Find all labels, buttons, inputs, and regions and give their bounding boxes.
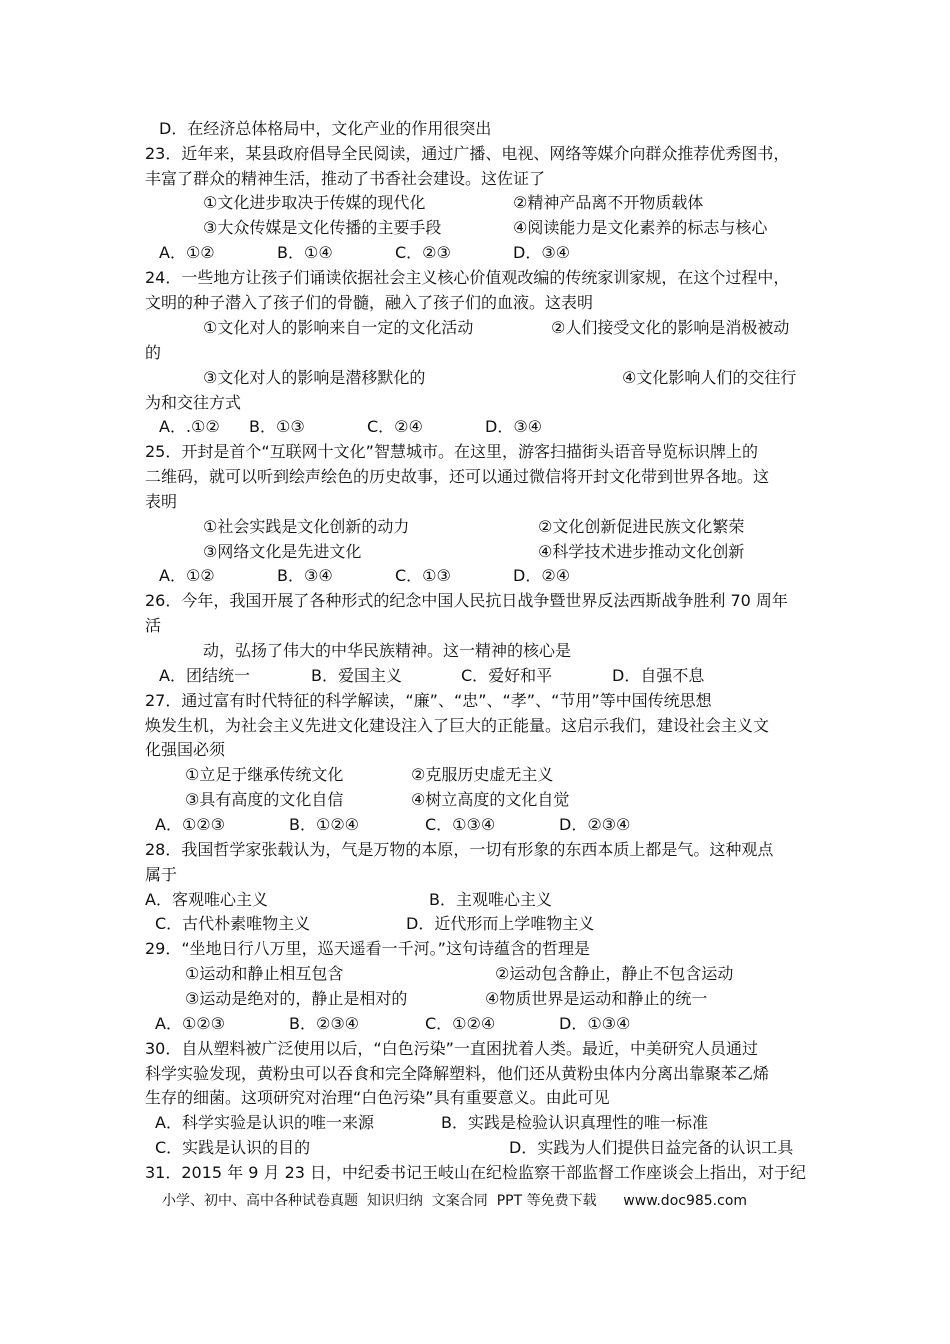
question-27: 27．通过富有时代特征的科学解读，“廉”、“忠”、“孝”、“节用”等中国传统思想: [145, 691, 712, 710]
question-text: 活: [145, 616, 162, 635]
answer-option: C．①③④: [425, 815, 496, 834]
statement: ①文化进步取决于传媒的现代化: [203, 193, 426, 212]
answer-option: D．③④: [485, 417, 543, 436]
answer-option: C．实践是认识的目的: [155, 1138, 311, 1157]
question-text: 化强国必须: [145, 740, 226, 759]
question-28: 28．我国哲学家张载认为，气是万物的本原，一切有形象的东西本质上都是气。这种观点: [145, 840, 774, 859]
answer-option: B．②③④: [289, 1014, 360, 1033]
answer-option: A．①②③: [155, 815, 225, 834]
answer-option: C．①②④: [425, 1014, 496, 1033]
answer-option: B．爱国主义: [311, 666, 402, 685]
statement: ④树立高度的文化自觉: [411, 790, 570, 809]
question-30: 30．自从塑料被广泛使用以后，“白色污染”一直困扰着人类。最近，中美研究人员通过: [145, 1039, 758, 1058]
statement: ③具有高度的文化自信: [185, 790, 344, 809]
question-text: 焕发生机，为社会主义先进文化建设注入了巨大的正能量。这启示我们，建设社会主义文: [145, 716, 770, 735]
question-text: 表明: [145, 492, 178, 511]
statement: ②文化创新促进民族文化繁荣: [538, 517, 745, 536]
answer-option: A．团结统一: [159, 666, 250, 685]
statement: ①立足于继承传统文化: [185, 765, 344, 784]
statement: ①文化对人的影响来自一定的文化活动: [203, 318, 474, 337]
answer-option: D．②④: [513, 566, 571, 585]
answer-option: A．①②③: [155, 1014, 225, 1033]
statement: ①社会实践是文化创新的动力: [203, 517, 410, 536]
answer-option: A．①②: [159, 566, 215, 585]
question-23: 23．近年来，某县政府倡导全民阅读，通过广播、电视、网络等媒介向群众推荐优秀图书，: [145, 144, 790, 163]
answer-option: C．爱好和平: [461, 666, 553, 685]
question-text: 二维码，就可以听到绘声绘色的历史故事，还可以通过微信将开封文化带到世界各地。这: [145, 467, 770, 486]
question-text: 丰富了群众的精神生活，推动了书香社会建设。这佐证了: [145, 169, 546, 188]
statement: ④科学技术进步推动文化创新: [538, 542, 745, 561]
statement: ④物质世界是运动和静止的统一: [485, 989, 708, 1008]
statement-wrap: 的: [145, 343, 162, 362]
answer-option: B．主观唯心主义: [429, 890, 552, 909]
question-text: 科学实验发现，黄粉虫可以吞食和完全降解塑料，他们还从黄粉虫体内分离出靠聚苯乙烯: [145, 1064, 770, 1083]
statement-wrap: 为和交往方式: [145, 393, 242, 412]
answer-option: B．③④: [277, 566, 333, 585]
answer-option: C．古代朴素唯物主义: [155, 914, 311, 933]
answer-option: B．实践是检验认识真理性的唯一标准: [441, 1113, 708, 1132]
answer-option: D．近代形而上学唯物主义: [406, 914, 595, 933]
statement: ②运动包含静止，静止不包含运动: [495, 964, 734, 983]
option-line: D．在经济总体格局中，文化产业的作用很突出: [159, 119, 492, 138]
statement: ①运动和静止相互包含: [185, 964, 344, 983]
statement: ②人们接受文化的影响是消极被动: [551, 318, 790, 337]
answer-option: C．②④: [367, 417, 423, 436]
statement: ③运动是绝对的，静止是相对的: [185, 989, 408, 1008]
answer-option: D．自强不息: [612, 666, 705, 685]
statement: ④阅读能力是文化素养的标志与核心: [513, 218, 768, 237]
answer-option: D．①③④: [559, 1014, 631, 1033]
question-text: 属于: [145, 865, 178, 884]
statement: ②精神产品离不开物质载体: [513, 193, 704, 212]
question-text: 动，弘扬了伟大的中华民族精神。这一精神的核心是: [203, 641, 572, 660]
question-26: 26．今年，我国开展了各种形式的纪念中国人民抗日战争暨世界反法西斯战争胜利 70 周年: [145, 591, 788, 610]
answer-option: C．②③: [395, 243, 451, 262]
answer-option: B．①④: [277, 243, 333, 262]
answer-option: A．①②: [159, 243, 215, 262]
page-footer: 小学、初中、高中各种试卷真题 知识归纳 文案合同 PPT 等免费下载 www.doc985.com: [162, 1193, 748, 1209]
answer-option: A．客观唯心主义: [145, 890, 268, 909]
answer-option: D．③④: [513, 243, 571, 262]
question-text: 文明的种子潜入了孩子们的骨髓，融入了孩子们的血液。这表明: [145, 293, 594, 312]
answer-option: A．科学实验是认识的唯一来源: [155, 1113, 374, 1132]
statement: ③文化对人的影响是潜移默化的: [203, 368, 426, 387]
answer-option: A．.①②: [159, 417, 220, 436]
answer-option: B．①②④: [289, 815, 360, 834]
question-31: 31．2015 年 9 月 23 日，中纪委书记王岐山在纪检监察干部监督工作座谈会上指出，对于纪: [145, 1163, 807, 1182]
answer-option: B．①③: [249, 417, 305, 436]
answer-option: D．实践为人们提供日益完备的认识工具: [509, 1138, 794, 1157]
question-25: 25．开封是首个“互联网十文化”智慧城市。在这里，游客扫描街头语音导览标识牌上的: [145, 442, 758, 461]
question-29: 29．“坐地日行八万里，巡天遥看一千河。”这句诗蕴含的哲理是: [145, 939, 590, 958]
statement: ③大众传媒是文化传播的主要手段: [203, 218, 442, 237]
answer-option: D．②③④: [559, 815, 631, 834]
statement: ②克服历史虚无主义: [411, 765, 554, 784]
question-24: 24．一些地方让孩子们诵读依据社会主义核心价值观改编的传统家训家规，在这个过程中，: [145, 268, 790, 287]
statement: ④文化影响人们的交往行: [622, 368, 797, 387]
question-text: 生存的细菌。这项研究对治理“白色污染”具有重要意义。由此可见: [145, 1088, 610, 1107]
statement: ③网络文化是先进文化: [203, 542, 362, 561]
answer-option: C．①③: [395, 566, 451, 585]
